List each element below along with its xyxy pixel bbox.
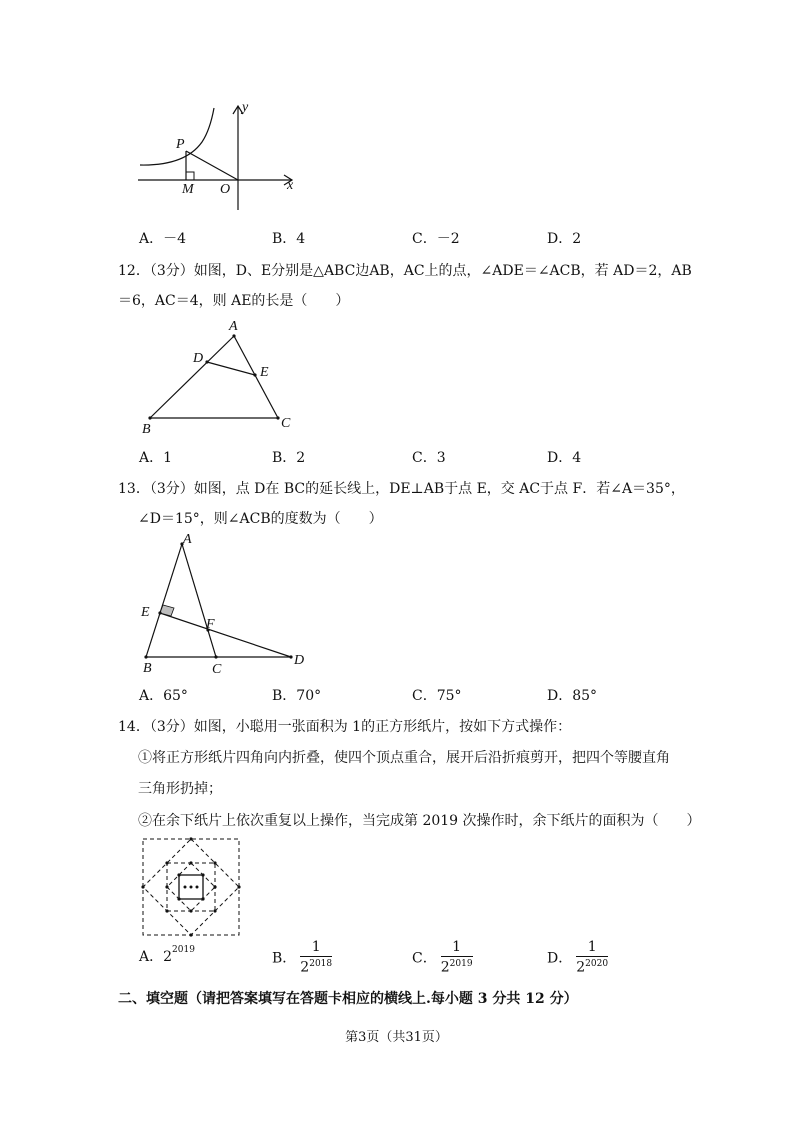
q14-option-b-denominator xyxy=(300,957,332,975)
q14-stem-line2: ①将正方形纸片四角向内折叠，使四个顶点重合，展开后沿折痕剪开，把四个等腰直角 xyxy=(138,750,670,766)
q14-option-c-numerator: 1 xyxy=(441,940,473,957)
q14-stem-line4: ②在余下纸片上依次重复以上操作，当完成第 2019 次操作时，余下纸片的面积为（ ） xyxy=(138,813,701,829)
section2-heading: 二、填空题（请把答案填写在答题卡相应的横线上.每小题 3 分共 12 分） xyxy=(118,991,578,1007)
q12-label-D: D xyxy=(193,351,204,366)
q11-figure xyxy=(130,100,310,215)
q14-option-d-exp: 2020 xyxy=(585,959,609,969)
q12-stem-line1 xyxy=(118,260,692,280)
q11-label-O: O xyxy=(220,182,231,197)
q14-option-d-numerator: 1 xyxy=(576,940,608,957)
q13-option-a: A．65° xyxy=(139,688,188,704)
q13-option-c: C．75° xyxy=(412,688,462,704)
q14-option-c-denominator xyxy=(441,957,473,975)
q11-label-M: M xyxy=(182,182,194,197)
q12-label-B: B xyxy=(142,422,151,437)
q11-label-P: P xyxy=(176,137,185,152)
q14-option-b xyxy=(272,940,332,975)
q14-option-b-prefix: B． xyxy=(272,950,297,967)
q14-option-d-base: 2 xyxy=(576,959,586,976)
q13-label-C: C xyxy=(212,662,222,677)
q14-option-c-base: 2 xyxy=(440,959,450,976)
q14-option-d xyxy=(547,940,608,975)
q13-label-B: B xyxy=(143,661,152,676)
q11-label-y: y xyxy=(242,100,249,115)
q14-stem-line1: 14．（3分）如图，小聪用一张面积为 1的正方形纸片，按如下方式操作： xyxy=(118,719,572,735)
q13-option-d: D．85° xyxy=(547,688,598,704)
q11-option-a: A．－4 xyxy=(139,231,187,247)
q14-option-c xyxy=(412,940,473,975)
q12-label-A: A xyxy=(229,319,238,334)
q13-label-A: A xyxy=(183,532,192,547)
q14-option-b-exp: 2018 xyxy=(309,959,333,969)
q12-option-d: D．4 xyxy=(547,450,582,466)
q14-option-c-prefix: C． xyxy=(412,950,437,967)
q11-option-d: D．2 xyxy=(547,231,582,247)
q12-stem-rest: D、E分别是△ABC边AB，AC上的点，∠ADE＝∠ACB，若 AD＝2，AB xyxy=(235,263,692,279)
q14-option-a xyxy=(139,946,195,966)
q14-option-b-numerator: 1 xyxy=(300,940,332,957)
q14-stem-line3: 三角形扔掉； xyxy=(138,781,222,797)
q13-label-D: D xyxy=(294,653,305,668)
page-footer: 第3页（共31页） xyxy=(345,1030,448,1045)
q13-stem-line1: 13．（3分）如图，点 D在 BC的延长线上，DE⊥AB于点 E，交 AC于点 F．若∠A＝35°， xyxy=(118,481,685,497)
q13-label-E: E xyxy=(141,605,150,620)
q11-option-c: C．－2 xyxy=(412,231,460,247)
q13-figure xyxy=(136,532,316,677)
q14-option-c-exp: 2019 xyxy=(449,959,473,969)
q11-option-b: B．4 xyxy=(272,231,306,247)
q12-stem-prefix: 12．（3分）如图， xyxy=(118,263,236,279)
q14-option-b-fraction xyxy=(300,940,332,975)
q14-option-a-prefix: A． xyxy=(139,949,164,965)
q14-figure xyxy=(140,836,242,938)
q14-option-d-fraction xyxy=(576,940,608,975)
q13-label-F: F xyxy=(206,617,215,632)
q13-stem-line2: ∠D＝15°，则∠ACB的度数为（ ） xyxy=(138,511,383,527)
q11-label-x: x xyxy=(287,178,294,193)
q14-option-a-exp: 2019 xyxy=(172,945,195,956)
q12-stem-line2: ＝6，AC＝4，则 AE的长是（ ） xyxy=(118,293,350,309)
q14-option-c-fraction xyxy=(441,940,473,975)
q12-option-a: A．1 xyxy=(139,450,173,466)
q14-option-a-base: 2 xyxy=(163,949,173,965)
q12-label-C: C xyxy=(281,416,291,431)
q12-figure xyxy=(140,316,300,438)
q12-label-E: E xyxy=(260,365,269,380)
q14-option-d-denominator xyxy=(576,957,608,975)
q12-option-c: C．3 xyxy=(412,450,446,466)
q13-option-b: B．70° xyxy=(272,688,322,704)
q12-option-b: B．2 xyxy=(272,450,306,466)
q14-option-b-base: 2 xyxy=(300,959,310,976)
q14-option-d-prefix: D． xyxy=(547,950,573,967)
